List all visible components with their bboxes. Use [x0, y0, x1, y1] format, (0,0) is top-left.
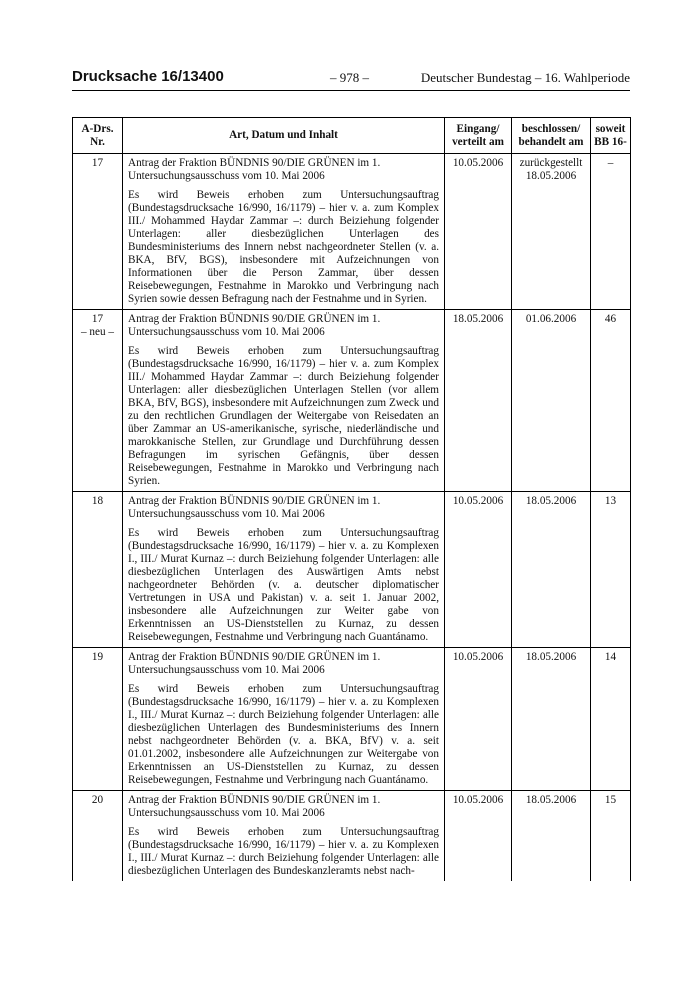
received-date: 10.05.2006: [445, 154, 512, 310]
motion-text: Es wird Beweis erhoben zum Untersuchungsauftrag (Bundestagsdrucksache 16/990, 16/1179) – hier v. a. zu Komplexen I., III./ Murat Kurnaz –: durch Beiziehung folgender Unterlagen: alle diesbezüglichen Unterlagen des Auswärtigen Amts nebst nachgeordneter Behörden (v. a. deutscher diplomatischer Vertretungen in USA und Pakistan) v. a. seit 1. Januar 2002, insbesondere alle Aufzeichnungen zur Weiter gabe von Erkenntnissen an US-Dienststellen zu Kurnaz, zu dessen Reisebewegungen, Festnahme und Verbringung nach Guantánamo.: [128, 527, 439, 643]
row-number: 18: [73, 492, 123, 648]
table-row: [73, 648, 631, 791]
decided-date: zurückgestellt 18.05.2006: [512, 154, 591, 310]
row-content: [123, 791, 445, 882]
motion-title: Antrag der Fraktion BÜNDNIS 90/DIE GRÜNEN im 1. Untersuchungsausschuss vom 10. Mai 2006: [128, 794, 381, 819]
bb-reference: –: [591, 154, 631, 310]
decided-date: 18.05.2006: [512, 791, 591, 882]
row-content: [123, 310, 445, 492]
motion-text: Es wird Beweis erhoben zum Untersuchungsauftrag (Bundestagsdrucksache 16/990, 16/1179) – hier v. a. zum Komplex III./ Mohammed Haydar Zammar –: durch Beiziehung folgender Unterlagen: aller diesbezüglichen Unterlagen des Bundesministeriums des Innern nebst nachgeordneter Stellen (v. a. BKA, BfV, BGS), insbesondere mit Aufzeichnungen von Informationen über die Person Zammar, über dessen Reisebewegungen, Festnahme in Marokko und Verbringung nach Syrien sowie dessen Befragung nach der Festnahme und in Syrien.: [128, 189, 439, 305]
publication-title: Deutscher Bundestag – 16. Wahlperiode: [420, 70, 630, 85]
col-header-bb: soweit BB 16-: [591, 118, 631, 154]
bb-reference: 15: [591, 791, 631, 882]
table-header-row: [73, 118, 631, 154]
bb-reference: 14: [591, 648, 631, 791]
motions-table: [72, 117, 631, 881]
table-row: [73, 492, 631, 648]
received-date: 10.05.2006: [445, 791, 512, 882]
decided-date: 01.06.2006: [512, 310, 591, 492]
motion-text: Es wird Beweis erhoben zum Untersuchungsauftrag (Bundestagsdrucksache 16/990, 16/1179) – hier v. a. zu Komplexen I., III./ Murat Kurnaz –: durch Beiziehung folgender Unterlagen: alle diesbezüglichen Unterlagen des Bundeskanzleramts nebst nach-: [128, 826, 439, 877]
row-number: 19: [73, 648, 123, 791]
motion-title: Antrag der Fraktion BÜNDNIS 90/DIE GRÜNEN im 1. Untersuchungsausschuss vom 10. Mai 2006: [128, 495, 381, 520]
col-header-nr: A-Drs. Nr.: [73, 118, 123, 154]
document-number: 13400: [182, 68, 224, 85]
motion-text: Es wird Beweis erhoben zum Untersuchungsauftrag (Bundestagsdrucksache 16/990, 16/1179) – hier v. a. zu Komplexen I., III./ Murat Kurnaz –: durch Beiziehung folgender Unterlagen: alle diesbezüglichen Unterlagen des Bundesministeriums des Innern nebst nachgeordneter Behörden (v. a. BKA, BfV) v. a. seit 01.01.2002, insbesondere alle Aufzeichnungen zur Weitergabe von Erkenntnissen an US-Dienststellen zu Kurnaz, zu dessen Reisebewegungen, Festnahme und Verbringung nach Guantánamo.: [128, 683, 439, 786]
decided-date: 18.05.2006: [512, 492, 591, 648]
row-number: 17: [73, 154, 123, 310]
received-date: 18.05.2006: [445, 310, 512, 492]
row-content: [123, 492, 445, 648]
col-header-received: Eingang/ verteilt am: [445, 118, 512, 154]
document-prefix: Drucksache 16/: [72, 68, 183, 85]
decided-date: 18.05.2006: [512, 648, 591, 791]
table-row: [73, 791, 631, 882]
received-date: 10.05.2006: [445, 648, 512, 791]
bb-reference: 13: [591, 492, 631, 648]
row-content: [123, 154, 445, 310]
motion-text: Es wird Beweis erhoben zum Untersuchungsauftrag (Bundestagsdrucksache 16/990, 16/1179) – hier v. a. zum Komplex III./ Mohammed Haydar Zammar –: durch Beiziehung folgender Unterlagen: aller diesbezüglichen Unterlagen Stellen (vor allem BKA, BfV, BGS), insbesondere mit Aufzeichnungen zum Zweck und zu den rechtlichen Grundlagen der Weitergabe von Reisedaten an über Zammar an US-amerikanische, syrische, niederländische und marokkanische Stellen, zur Grundlage und Durchführung dessen Befragungen im syrischen Gefängnis, über dessen Reisebewegungen, Festnahme in Marokko und Verbringung nach Syrien.: [128, 345, 439, 487]
motion-title: Antrag der Fraktion BÜNDNIS 90/DIE GRÜNEN im 1. Untersuchungsausschuss vom 10. Mai 2006: [128, 157, 381, 182]
row-number: 20: [73, 791, 123, 882]
table-row: [73, 154, 631, 310]
col-header-decided: beschlossen/ behandelt am: [512, 118, 591, 154]
motion-title: Antrag der Fraktion BÜNDNIS 90/DIE GRÜNEN im 1. Untersuchungsausschuss vom 10. Mai 2006: [128, 313, 381, 338]
motion-title: Antrag der Fraktion BÜNDNIS 90/DIE GRÜNEN im 1. Untersuchungsausschuss vom 10. Mai 2006: [128, 651, 381, 676]
row-content: [123, 648, 445, 791]
table-row: [73, 310, 631, 492]
col-header-content: Art, Datum und Inhalt: [123, 118, 445, 154]
page-number: – 978 –: [330, 70, 369, 85]
received-date: 10.05.2006: [445, 492, 512, 648]
row-number: 17 – neu –: [73, 310, 123, 492]
bb-reference: 46: [591, 310, 631, 492]
